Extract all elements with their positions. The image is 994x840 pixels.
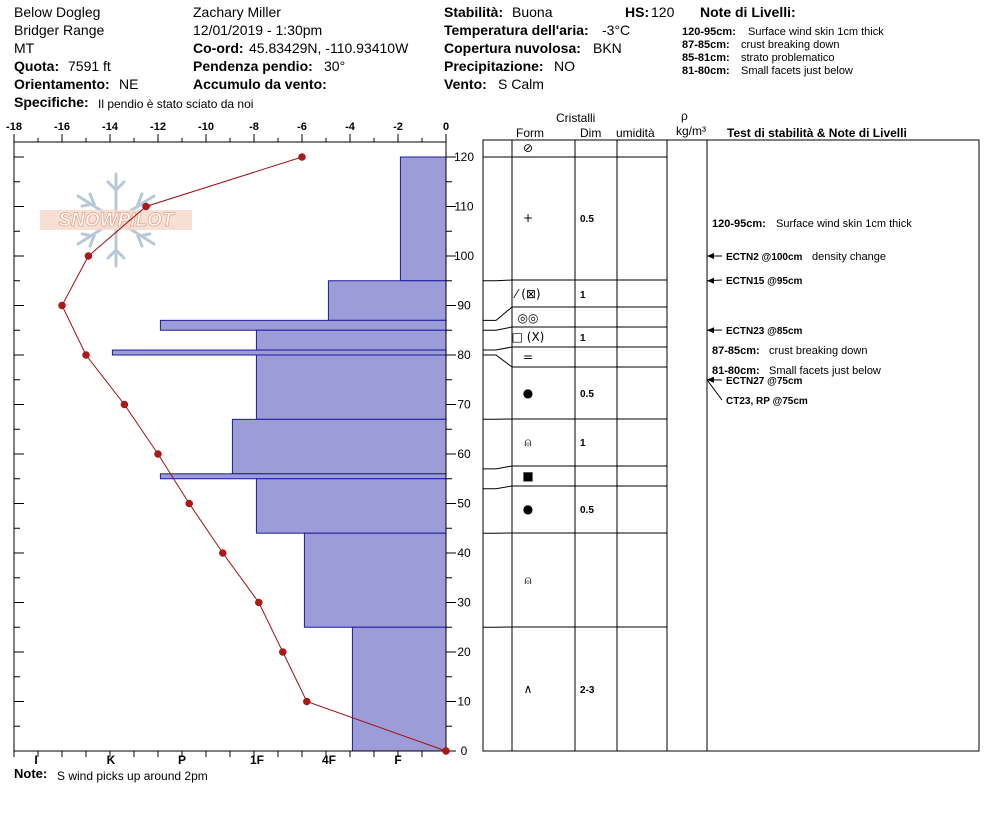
note-value: S wind picks up around 2pm <box>57 769 208 783</box>
stability-test-code: CT23, RP @75cm <box>726 396 808 407</box>
test-arrow <box>707 327 714 333</box>
note-label: Note: <box>14 766 48 781</box>
col-umidita: umidità <box>616 126 655 140</box>
grain-form-symbol: = <box>522 350 534 364</box>
cloud-label: Copertura nuvolosa: <box>444 40 581 56</box>
coord-value: 45.83429N, -110.93410W <box>249 40 409 56</box>
orientation-value: NE <box>119 76 139 92</box>
observer: Zachary Miller <box>193 4 281 20</box>
quota-label: Quota: <box>14 58 60 74</box>
wind-value: S Calm <box>498 76 544 92</box>
temperature-point <box>443 748 450 755</box>
grain-form-symbol: ■ <box>522 469 534 483</box>
precip-label: Precipitazione: <box>444 58 544 74</box>
col-rho: ρ <box>681 109 688 123</box>
stability-test-note: density change <box>812 251 886 263</box>
depth-tick-label: 50 <box>457 496 471 511</box>
layer-connector <box>483 307 512 320</box>
layer-connector <box>483 466 512 469</box>
hs-label: HS: <box>625 4 650 20</box>
grain-form-symbol: ∧ <box>523 682 533 696</box>
temperature-point <box>299 154 306 161</box>
stability-value: Buona <box>512 4 553 20</box>
grain-size: 1 <box>580 333 586 344</box>
hs-value: 120 <box>651 4 675 20</box>
depth-tick-label: 20 <box>457 645 471 659</box>
test-arrow <box>707 278 714 284</box>
grain-size: 0.5 <box>580 505 594 516</box>
hardness-bar <box>352 627 446 751</box>
grain-form-symbol: ⍝ <box>524 435 532 449</box>
temperature-point <box>219 550 226 557</box>
layer-connector <box>483 280 512 281</box>
temp-tick-label: -8 <box>249 121 259 133</box>
hardness-bar <box>160 320 446 330</box>
depth-tick-label: 110 <box>454 199 474 214</box>
layer-annotation-range: 81-80cm: <box>712 365 760 377</box>
col-dim: Dim <box>580 126 602 140</box>
layer-notes-title: Note di Livelli: <box>700 4 796 20</box>
wind-label: Vento: <box>444 76 487 92</box>
grain-form-symbol: ● <box>522 502 534 516</box>
grain-form-symbol: ⊘ <box>522 141 534 155</box>
test-arrow <box>707 253 714 259</box>
air-temp-value: -3°C <box>602 22 631 38</box>
layer-note-range: 81-80cm: <box>682 65 730 77</box>
grain-size: 0.5 <box>580 389 594 400</box>
depth-tick-label: 10 <box>457 694 471 709</box>
temp-tick-label: -14 <box>102 121 118 133</box>
depth-tick-label: 60 <box>457 447 471 461</box>
temperature-point <box>121 401 128 408</box>
stability-label: Stabilità: <box>444 4 504 20</box>
temp-tick-label: -2 <box>393 121 403 133</box>
depth-tick-label: 90 <box>457 298 471 313</box>
grain-size: 0.5 <box>580 214 594 225</box>
orientation-label: Orientamento: <box>14 76 110 92</box>
depth-tick-label: 100 <box>453 249 475 263</box>
layer-annotation-range: 120-95cm: <box>712 218 766 230</box>
stability-test-code: ECTN15 @95cm <box>726 276 803 287</box>
slope-label: Pendenza pendio: <box>193 58 313 74</box>
layer-annotation-range: 87-85cm: <box>712 345 760 357</box>
layer-note-range: 87-85cm: <box>682 39 730 51</box>
temperature-point <box>85 253 92 260</box>
col-cristalli: Cristalli <box>556 111 596 125</box>
layer-note-text: crust breaking down <box>741 39 840 51</box>
hardness-label: K <box>106 753 116 767</box>
temperature-point <box>303 698 310 705</box>
hardness-bar <box>400 157 446 281</box>
stability-test-code: ECTN27 @75cm <box>726 376 803 387</box>
depth-tick-label: 0 <box>460 744 468 758</box>
specifiche-label: Specifiche: <box>14 94 89 110</box>
temperature-point <box>255 599 262 606</box>
datetime: 12/01/2019 - 1:30pm <box>193 22 323 38</box>
temp-tick-label: -12 <box>150 121 166 133</box>
grain-form-symbol: ● <box>522 386 534 400</box>
depth-tick-label: 120 <box>453 150 475 164</box>
state: MT <box>14 40 35 56</box>
hardness-bar <box>256 330 446 350</box>
col-form: Form <box>516 126 544 140</box>
temp-tick-label: -10 <box>198 121 214 133</box>
temp-tick-label: -6 <box>297 121 307 133</box>
specifiche-value: Il pendio è stato sciato da noi <box>98 97 254 111</box>
layer-note-text: Small facets just below <box>741 65 853 77</box>
layer-connector <box>483 355 512 367</box>
grain-form-symbol: ◎◎ <box>517 311 539 325</box>
range: Bridger Range <box>14 22 105 38</box>
hardness-label: 1F <box>249 753 265 767</box>
depth-tick-label: 70 <box>457 397 471 412</box>
grain-form-symbol: + <box>522 211 534 225</box>
hardness-label: 4F <box>321 753 337 767</box>
temperature-point <box>83 352 90 359</box>
crystal-table-frame <box>483 140 979 751</box>
layer-connector <box>483 486 512 489</box>
grain-form-symbol: ⁄ (⊠) <box>515 287 541 301</box>
grain-size: 2-3 <box>580 685 595 696</box>
col-tests: Test di stabilità & Note di Livelli <box>727 126 907 140</box>
layer-connector <box>483 347 512 350</box>
temperature-point <box>143 203 150 210</box>
layer-annotation-text: Surface wind skin 1cm thick <box>776 218 912 230</box>
layer-annotation-text: crust breaking down <box>769 345 868 357</box>
temperature-point <box>155 451 162 458</box>
layer-note-text: strato problematico <box>741 52 835 64</box>
temp-tick-label: -18 <box>6 121 22 133</box>
hardness-bar <box>304 533 446 627</box>
layer-annotation-text: Small facets just below <box>769 365 881 377</box>
stability-test-code: ECTN23 @85cm <box>726 326 803 337</box>
hardness-label: I <box>34 753 38 767</box>
layer-note-range: 85-81cm: <box>682 52 730 64</box>
temperature-point <box>59 302 66 309</box>
hardness-bar <box>256 355 446 419</box>
temperature-point <box>186 500 193 507</box>
slope-value: 30° <box>324 58 346 74</box>
precip-value: NO <box>554 58 575 74</box>
layer-connector <box>483 327 512 330</box>
hardness-bar <box>112 350 446 355</box>
depth-tick-label: 30 <box>457 595 471 610</box>
coord-label: Co-ord: <box>193 40 244 56</box>
depth-tick-label: 40 <box>457 546 471 560</box>
temp-tick-label: -4 <box>345 121 355 133</box>
grain-size: 1 <box>580 438 586 449</box>
layer-note-text: Surface wind skin 1cm thick <box>748 26 884 38</box>
hardness-bar <box>160 474 446 479</box>
hardness-bar <box>328 281 446 321</box>
grain-form-symbol: ⍝ <box>524 573 532 587</box>
hardness-label: P <box>177 753 187 767</box>
snowpilot-logo-text: SNOWPILOT <box>58 210 174 231</box>
col-density-unit: kg/m³ <box>676 124 706 138</box>
temp-tick-label: 0 <box>442 121 450 133</box>
hardness-bar <box>232 419 446 473</box>
hardness-label: F <box>394 753 402 767</box>
depth-tick-label: 80 <box>457 348 471 362</box>
grain-size: 1 <box>580 290 586 301</box>
location: Below Dogleg <box>14 4 101 20</box>
air-temp-label: Temperatura dell'aria: <box>444 22 589 38</box>
hardness-bar <box>256 479 446 533</box>
temp-tick-label: -16 <box>54 121 70 133</box>
grain-form-symbol: □ (Ⅹ) <box>511 330 545 344</box>
layer-note-range: 120-95cm: <box>682 26 736 38</box>
quota-value: 7591 ft <box>68 58 111 74</box>
wind-load-label: Accumulo da vento: <box>193 76 327 92</box>
cloud-value: BKN <box>593 40 622 56</box>
temperature-point <box>279 649 286 656</box>
test-pointer <box>707 380 722 400</box>
stability-test-code: ECTN2 @100cm <box>726 252 803 263</box>
